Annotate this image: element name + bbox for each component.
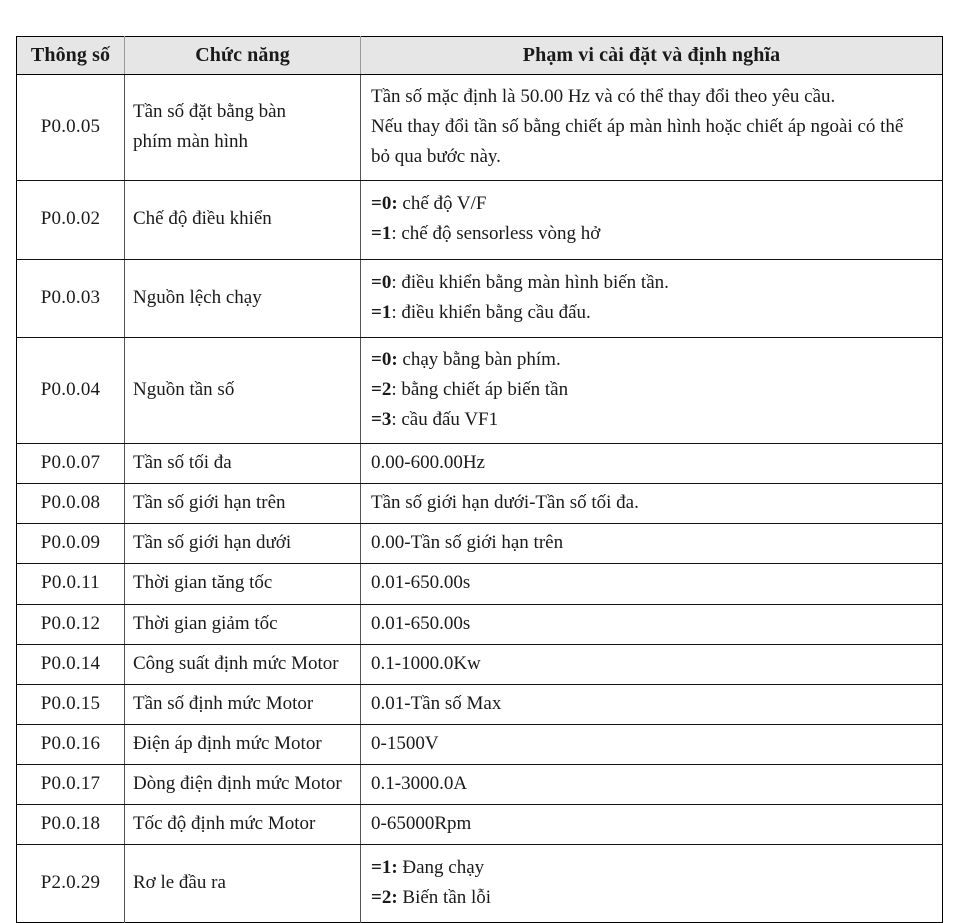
range-definition bbox=[361, 764, 943, 804]
option-key: =1 bbox=[371, 223, 392, 245]
range-definition bbox=[361, 75, 943, 181]
range-definition bbox=[361, 337, 943, 443]
range-definition bbox=[361, 724, 943, 764]
option-text: điều khiển bằng màn hình biến tần. bbox=[396, 271, 669, 293]
table-row bbox=[17, 845, 943, 923]
option-text: chạy bằng bàn phím. bbox=[397, 348, 561, 370]
parameter-code: P0.0.15 bbox=[17, 684, 125, 724]
parameter-code: P0.0.03 bbox=[17, 259, 125, 337]
table-row bbox=[17, 604, 943, 644]
parameter-code: P0.0.08 bbox=[17, 484, 125, 524]
function-description bbox=[125, 644, 361, 684]
option-line bbox=[371, 376, 934, 404]
option-text: chế độ V/F bbox=[397, 193, 487, 215]
option-line bbox=[371, 854, 934, 882]
option-key: =3 bbox=[371, 408, 392, 430]
function-line: Thời gian tăng tốc bbox=[133, 572, 273, 594]
parameter-code: P0.0.09 bbox=[17, 524, 125, 564]
option-line bbox=[371, 220, 934, 248]
option-key: =0: bbox=[371, 348, 398, 370]
function-description bbox=[125, 444, 361, 484]
parameter-code: P0.0.12 bbox=[17, 604, 125, 644]
option-text: bằng chiết áp biến tần bbox=[396, 378, 569, 400]
option-line bbox=[371, 406, 934, 434]
option-separator: : bbox=[391, 408, 397, 430]
function-line: phím màn hình bbox=[133, 131, 249, 153]
column-header-range: Phạm vi cài đặt và định nghĩa bbox=[361, 37, 943, 75]
option-text: chế độ sensorless vòng hở bbox=[396, 223, 601, 245]
option-key: =2: bbox=[371, 887, 398, 909]
table-row bbox=[17, 524, 943, 564]
option-line bbox=[371, 346, 934, 374]
table-row bbox=[17, 764, 943, 804]
parameter-code: P0.0.18 bbox=[17, 805, 125, 845]
function-line: Tần số giới hạn dưới bbox=[133, 532, 292, 554]
table-body bbox=[17, 75, 943, 923]
function-line: Tần số đặt bằng bàn bbox=[133, 101, 287, 123]
option-text: Đang chạy bbox=[397, 857, 485, 879]
function-line: Công suất định mức Motor bbox=[133, 652, 339, 674]
function-line: Nguồn lệch chạy bbox=[133, 286, 262, 308]
range-definition bbox=[361, 259, 943, 337]
option-line bbox=[371, 884, 934, 912]
parameter-code: P0.0.04 bbox=[17, 337, 125, 443]
range-line: Nếu thay đổi tần số bằng chiết áp màn hình hoặc chiết áp ngoài có thể bbox=[371, 116, 904, 138]
option-text: điều khiển bằng cầu đấu. bbox=[396, 301, 591, 323]
option-text: cầu đấu VF1 bbox=[396, 408, 499, 430]
parameter-code: P0.0.14 bbox=[17, 644, 125, 684]
function-description bbox=[125, 684, 361, 724]
option-separator: : bbox=[391, 378, 397, 400]
table-row bbox=[17, 337, 943, 443]
parameter-code: P0.0.07 bbox=[17, 444, 125, 484]
table-header-row bbox=[17, 37, 943, 75]
range-line: 0.00-600.00Hz bbox=[371, 452, 485, 474]
parameter-code: P0.0.17 bbox=[17, 764, 125, 804]
range-definition bbox=[361, 845, 943, 923]
function-description bbox=[125, 75, 361, 181]
function-description bbox=[125, 845, 361, 923]
range-line: 0.1-1000.0Kw bbox=[371, 652, 481, 674]
table-header bbox=[17, 37, 943, 75]
function-description bbox=[125, 764, 361, 804]
option-separator: : bbox=[391, 301, 397, 323]
range-definition bbox=[361, 444, 943, 484]
option-text: Biến tần lỗi bbox=[397, 887, 492, 909]
parameter-code: P2.0.29 bbox=[17, 845, 125, 923]
function-description bbox=[125, 564, 361, 604]
table-row bbox=[17, 181, 943, 259]
function-line: Tần số tối đa bbox=[133, 452, 232, 474]
column-header-function: Chức năng bbox=[125, 37, 361, 75]
table-row bbox=[17, 484, 943, 524]
function-line: Nguồn tần số bbox=[133, 378, 235, 400]
range-definition bbox=[361, 604, 943, 644]
parameter-code: P0.0.11 bbox=[17, 564, 125, 604]
range-line: 0.1-3000.0A bbox=[371, 772, 468, 794]
table-row bbox=[17, 259, 943, 337]
option-separator: : bbox=[391, 271, 397, 293]
range-line: 0.01-650.00s bbox=[371, 572, 471, 594]
range-definition bbox=[361, 684, 943, 724]
option-line bbox=[371, 190, 934, 218]
option-key: =1 bbox=[371, 301, 392, 323]
parameter-code: P0.0.05 bbox=[17, 75, 125, 181]
range-line: 0.01-Tần số Max bbox=[371, 692, 502, 714]
table-row bbox=[17, 444, 943, 484]
option-key: =1: bbox=[371, 857, 398, 879]
function-line: Tần số giới hạn trên bbox=[133, 492, 286, 514]
range-line: bỏ qua bước này. bbox=[371, 146, 501, 168]
range-line: 0.01-650.00s bbox=[371, 612, 471, 634]
option-separator: : bbox=[391, 223, 397, 245]
function-description bbox=[125, 805, 361, 845]
range-line: 0-1500V bbox=[371, 732, 439, 754]
option-key: =2 bbox=[371, 378, 392, 400]
table-row bbox=[17, 684, 943, 724]
function-description bbox=[125, 484, 361, 524]
range-line: Tần số mặc định là 50.00 Hz và có thể thay đổi theo yêu cầu. bbox=[371, 86, 836, 107]
table-row bbox=[17, 75, 943, 181]
parameter-code: P0.0.16 bbox=[17, 724, 125, 764]
function-line: Tần số định mức Motor bbox=[133, 692, 314, 714]
range-definition bbox=[361, 564, 943, 604]
function-description bbox=[125, 337, 361, 443]
range-line: 0-65000Rpm bbox=[371, 813, 472, 835]
column-header-parameter: Thông số bbox=[17, 37, 125, 75]
function-description bbox=[125, 259, 361, 337]
function-description bbox=[125, 724, 361, 764]
table-row bbox=[17, 805, 943, 845]
option-line bbox=[371, 269, 934, 297]
table-row bbox=[17, 644, 943, 684]
function-description bbox=[125, 181, 361, 259]
function-description bbox=[125, 604, 361, 644]
range-line: 0.00-Tần số giới hạn trên bbox=[371, 532, 564, 554]
function-line: Điện áp định mức Motor bbox=[133, 732, 322, 754]
function-line: Chế độ điều khiển bbox=[133, 208, 272, 230]
function-line: Dòng điện định mức Motor bbox=[133, 772, 342, 794]
parameter-table bbox=[16, 36, 943, 923]
function-line: Tốc độ định mức Motor bbox=[133, 813, 316, 835]
range-definition bbox=[361, 524, 943, 564]
parameter-code: P0.0.02 bbox=[17, 181, 125, 259]
option-key: =0 bbox=[371, 271, 392, 293]
function-description bbox=[125, 524, 361, 564]
range-line: Tần số giới hạn dưới-Tần số tối đa. bbox=[371, 492, 639, 514]
range-definition bbox=[361, 644, 943, 684]
range-definition bbox=[361, 805, 943, 845]
function-line: Rơ le đầu ra bbox=[133, 872, 226, 894]
table-row bbox=[17, 724, 943, 764]
table-row bbox=[17, 564, 943, 604]
range-definition bbox=[361, 181, 943, 259]
range-definition bbox=[361, 484, 943, 524]
option-key: =0: bbox=[371, 193, 398, 215]
function-line: Thời gian giảm tốc bbox=[133, 612, 278, 634]
option-line bbox=[371, 299, 934, 327]
